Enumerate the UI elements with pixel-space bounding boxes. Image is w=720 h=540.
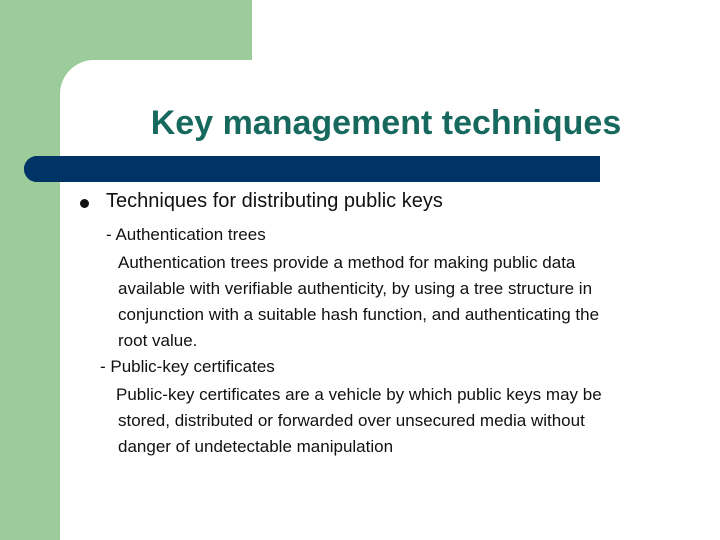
slide-title: Key management techniques <box>150 104 622 142</box>
body-line: available with verifiable authenticity, by using a tree structure in <box>118 279 593 298</box>
body-line: root value. <box>118 331 198 350</box>
bullet-icon <box>80 197 90 209</box>
body-line: danger of undetectable manipulation <box>118 437 394 456</box>
body-line: stored, distributed or forwarded over unsecured media without <box>118 411 585 430</box>
sub-heading-public-key-certificates: - Public-key certificates <box>100 357 275 376</box>
decorative-green-topbar <box>0 0 252 60</box>
body-line: Authentication trees provide a method for making public data <box>118 253 576 272</box>
body-line: Public-key certificates are a vehicle by which public keys may be <box>116 385 602 404</box>
body-line: conjunction with a suitable hash function, and authenticating the <box>118 305 600 324</box>
sub-heading-authentication-trees: - Authentication trees <box>106 225 266 244</box>
title-divider <box>24 156 600 182</box>
decorative-green-sidebar <box>0 0 60 540</box>
bullet-point: Techniques for distributing public keys <box>106 190 443 212</box>
